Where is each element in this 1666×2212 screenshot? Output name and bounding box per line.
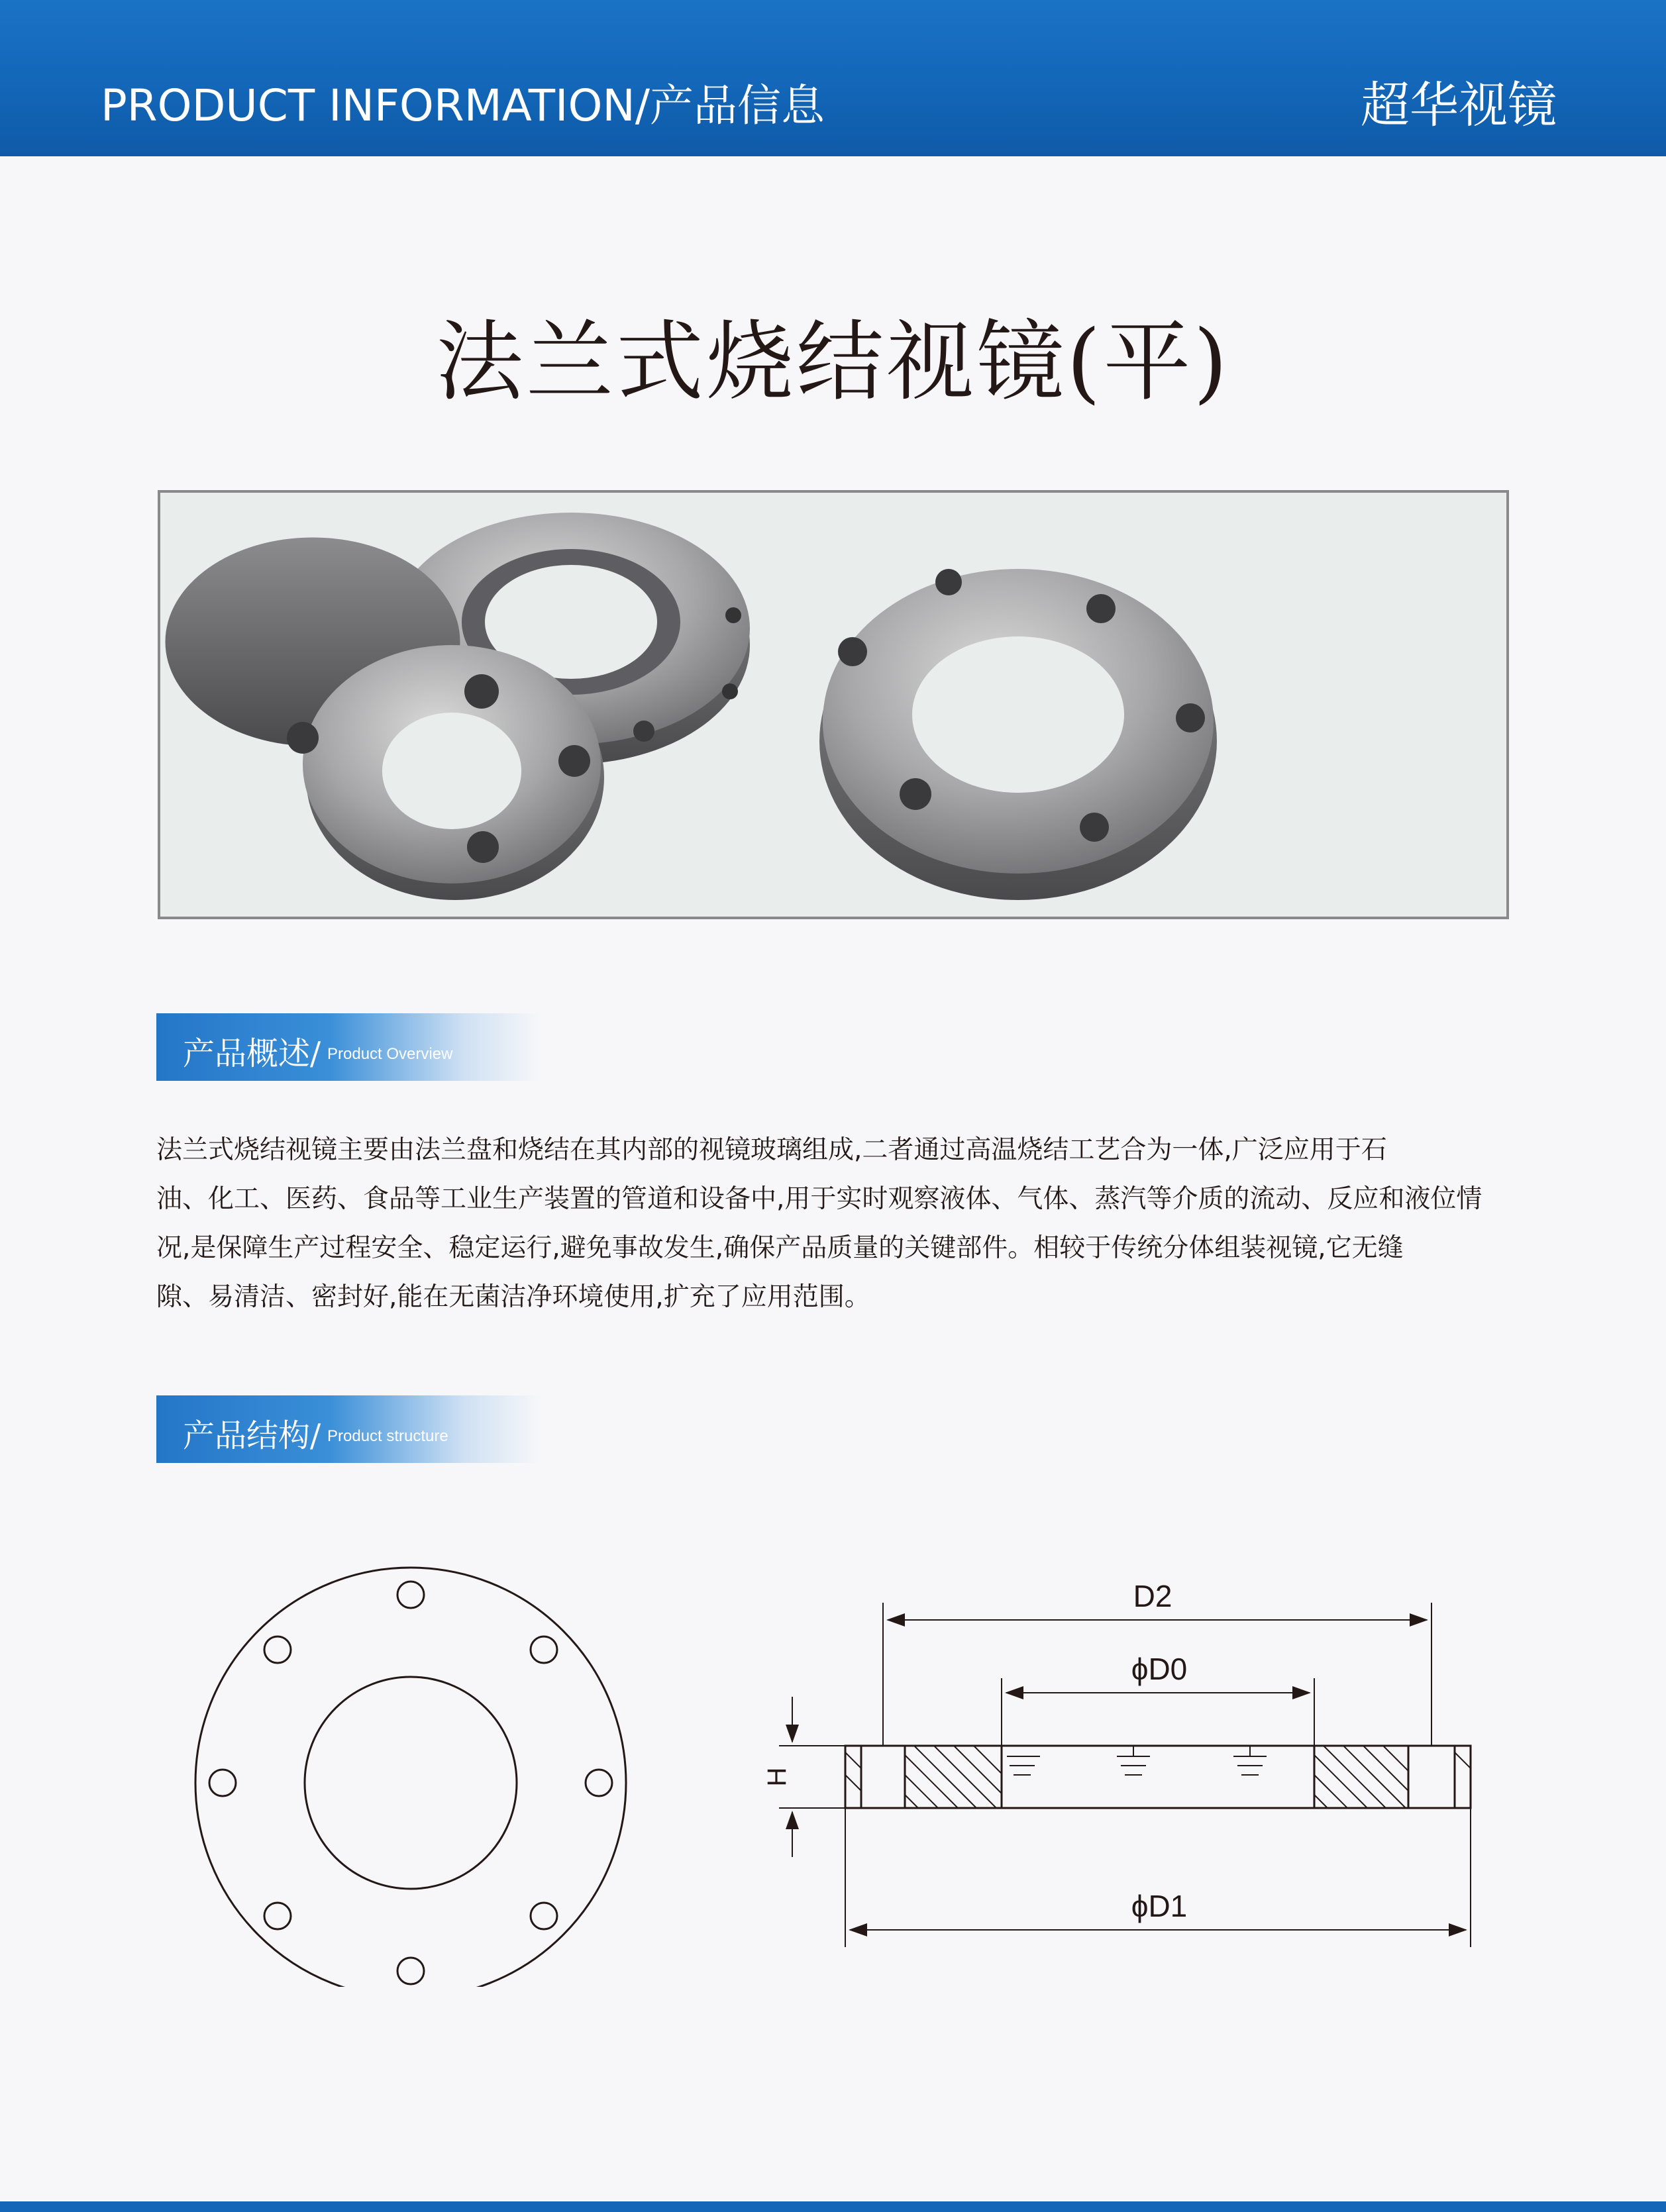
overview-line: 油、化工、医药、食品等工业生产装置的管道和设备中,用于实时观察液体、气体、蒸汽等介质的流动、反应和液位情 <box>156 1184 1483 1214</box>
overview-line: 隙、易清洁、密封好,能在无菌洁净环境使用,扩充了应用范围。 <box>156 1282 870 1312</box>
dim-label-d0: ϕD0 <box>1131 1652 1188 1686</box>
dim-label-h: H <box>762 1767 792 1787</box>
section-overview-zh: 产品概述/ <box>183 1035 321 1072</box>
section-structure-en: Product structure <box>327 1427 448 1445</box>
header-product-information: PRODUCT INFORMATION/产品信息 <box>101 80 825 131</box>
overview-paragraph <box>156 1126 1514 1322</box>
overview-line: 况,是保障生产过程安全、稳定运行,避免事故发生,确保产品质量的关键部件。相较于传统分体组装视镜,它无缝 <box>156 1233 1404 1263</box>
flange-front-view <box>195 1568 626 1987</box>
flange-sight-glass-photo <box>160 493 1506 917</box>
overview-line: 法兰式烧结视镜主要由法兰盘和烧结在其内部的视镜玻璃组成,二者通过高温烧结工艺合为一体,广泛应用于石 <box>156 1135 1387 1165</box>
header-brand-name: 超华视镜 <box>1361 77 1557 134</box>
section-structure-zh: 产品结构/ <box>183 1417 321 1454</box>
product-photo <box>158 490 1509 919</box>
dim-label-d1: ϕD1 <box>1131 1889 1188 1923</box>
product-title: 法兰式烧结视镜(平) <box>436 311 1230 413</box>
structure-drawing <box>0 1523 1666 1987</box>
page-header <box>0 0 1666 156</box>
flange-section-view <box>845 1746 1471 1808</box>
footer-bar <box>0 2201 1666 2212</box>
section-structure-heading <box>156 1395 541 1463</box>
section-overview-heading <box>156 1013 541 1081</box>
section-overview-en: Product Overview <box>327 1045 453 1063</box>
dim-label-d2: D2 <box>1133 1579 1172 1613</box>
